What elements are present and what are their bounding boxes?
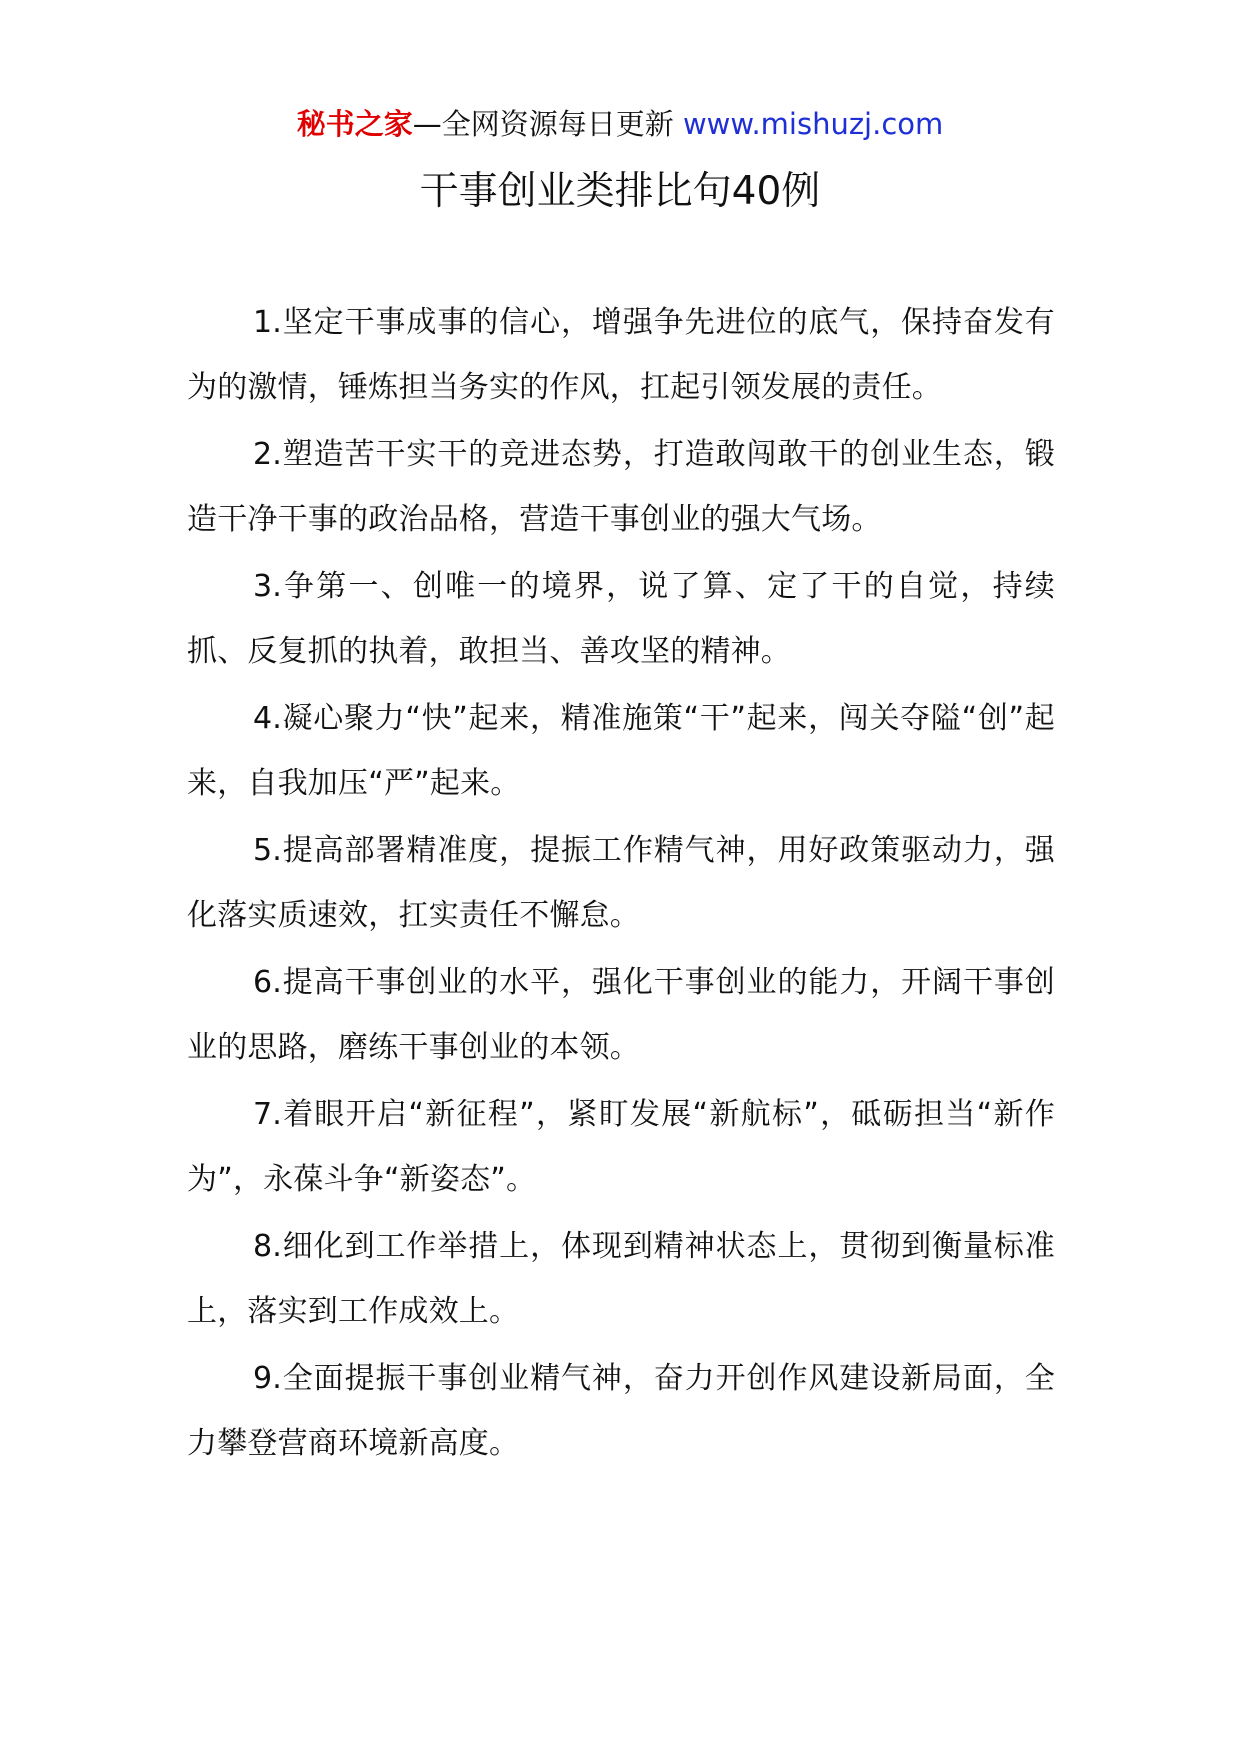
paragraph-3: 3.争第一、创唯一的境界，说了算、定了干的自觉，持续抓、反复抓的执着，敢担当、善攻坚的精神。 [187, 569, 1055, 669]
paragraph-1: 1.坚定干事成事的信心，增强争先进位的底气，保持奋发有为的激情，锤炼担当务实的作风，扛起引领发展的责任。 [187, 305, 1055, 405]
paragraph-4: 4.凝心聚力“快”起来，精准施策“干”起来，闯关夺隘“创”起来，自我加压“严”起来。 [187, 701, 1055, 801]
site-url-link[interactable]: www.mishuzj.com [682, 107, 944, 141]
paragraph-7: 7.着眼开启“新征程”，紧盯发展“新航标”，砥砺担当“新作为”，永葆斗争“新姿态”。 [187, 1097, 1055, 1197]
paragraph-6: 6.提高干事创业的水平，强化干事创业的能力，开阔干事创业的思路，磨练干事创业的本领。 [187, 965, 1055, 1065]
document-body [187, 290, 1055, 1478]
paragraph-9: 9.全面提振干事创业精气神，奋力开创作风建设新局面，全力攀登营商环境新高度。 [187, 1361, 1055, 1461]
paragraph-8: 8.细化到工作举措上，体现到精神状态上，贯彻到衡量标准上，落实到工作成效上。 [187, 1229, 1055, 1329]
paragraph-2: 2.塑造苦干实干的竞进态势，打造敢闯敢干的创业生态，锻造干净干事的政治品格，营造干事创业的强大气场。 [187, 437, 1055, 537]
brand-name: 秘书之家 [296, 107, 413, 141]
header-tagline: —全网资源每日更新 [412, 107, 674, 141]
document-title: 干事创业类排比句40例 [419, 169, 821, 214]
site-header [0, 100, 1240, 148]
paragraph-5: 5.提高部署精准度，提振工作精气神，用好政策驱动力，强化落实质速效，扛实责任不懈怠。 [187, 833, 1055, 933]
